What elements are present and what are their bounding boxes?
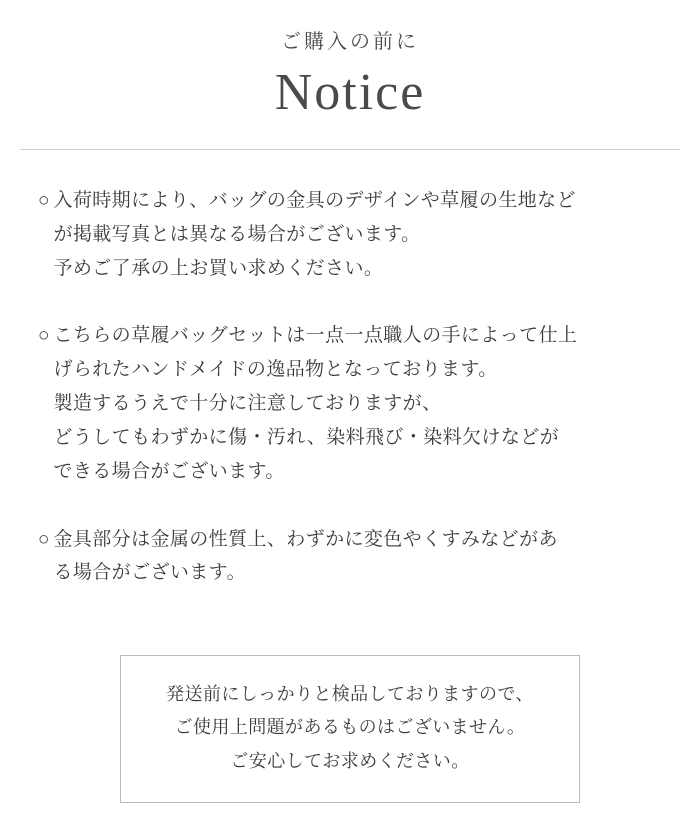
list-item-text [53,523,662,591]
list-item [38,184,662,285]
text-line: が掲載写真とは異なる場合がございます。 [53,223,421,245]
text-line: 金具部分は金属の性質上、わずかに変色やくすみなどがあ [53,528,558,550]
text-line: 発送前にしっかりと検品しておりますので、 [166,684,534,704]
text-line: げられたハンドメイドの逸品物となっております。 [53,359,498,381]
list-item [38,319,662,488]
bullet-circle-icon: ○ [38,325,50,347]
text-line: ご安心してお求めください。 [230,750,470,771]
text-line: できる場合がございます。 [53,460,285,482]
page-subtitle: ご購入の前に [281,31,419,53]
text-line: 予めご了承の上お買い求めください。 [53,257,384,279]
text-line: ご使用上問題があるものはございません。 [174,717,526,738]
bullet-circle-icon: ○ [38,528,50,550]
list-item [38,523,662,591]
assurance-box [120,655,580,803]
bullet-circle-icon: ○ [38,190,50,211]
text-line: 製造するうえで十分に注意しておりますが、 [53,393,442,415]
page-title: Notice [274,64,426,121]
text-line: る場合がございます。 [53,562,246,584]
text-line: こちらの草履バッグセットは一点一点職人の手によって仕上 [53,325,578,347]
notice-list [0,150,700,590]
text-line: どうしてもわずかに傷・汚れ、染料飛び・染料欠けなどが [53,426,560,448]
page-header [0,0,700,150]
text-line: 入荷時期により、バッグの金具のデザインや草履の生地など [53,190,576,211]
list-item-text [53,319,662,488]
list-item-text [53,184,662,285]
